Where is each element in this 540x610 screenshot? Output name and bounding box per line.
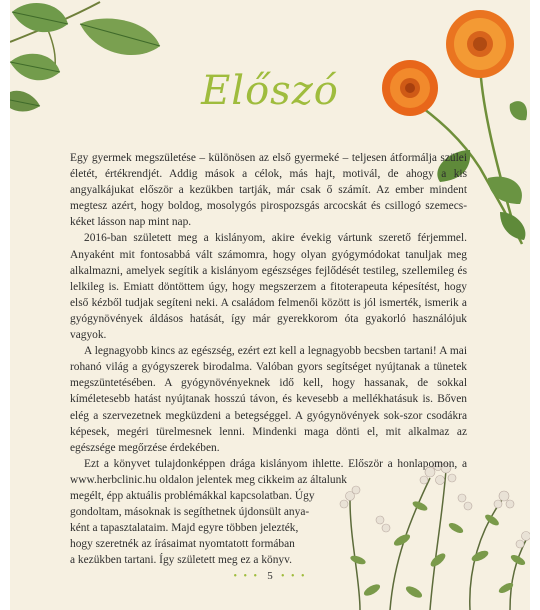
footer-dots-left: • • • xyxy=(233,571,259,582)
page-number: 5 xyxy=(267,570,273,582)
paragraph-4: Ezt a könyvet tulajdonképpen drága kislányom ihlette. Először a honlapomon, a www.herbclinic.hu oldalon jelentek meg cikkeim az általunk xyxy=(70,457,467,486)
page-title: Előszó xyxy=(201,68,339,114)
text-line: a kezükben tartani. Így született meg ez a könyv. xyxy=(70,554,292,567)
paragraph-1: Egy gyermek megszületése – különösen az első gyermeké – teljesen átformálja szülei életét, értékrendjét. Addig mások a célok, más hajt, motivál, de ahogy a kis angyalkájukat először a kezükben tartják, már csak ő számít. Az ember mindent megtesz azért, hogy boldog, mosolygós pirospozsgás arcocskát és csillogó szemecs-kéket lásson nap mint nap. xyxy=(70,152,467,229)
paragraph-4-continued xyxy=(70,488,348,568)
footer-dots-right: • • • xyxy=(281,571,307,582)
paragraph-2: 2016-ban született meg a kislányom, akire évekig vártunk szerető férjemmel. Anyaként mit fontosabbá vált számomra, hogy olyan gyógymódokat tanuljak meg alkalmazni, amelyek segítik a kislányom egészséges fejlődését testileg, szellemileg és lelkileg is. Emiatt döntöttem úgy, hogy megszerzem a fitoterapeuta képesítést, hogy első kézből tudjak segíteni neki. A családom felmenői között is jól ismerték, ismerik a gyógynövények áldásos hatását, így már gyerekkorom óta gyakorló használójuk vagyok. xyxy=(70,232,467,342)
page-footer xyxy=(10,570,530,582)
foreword-text xyxy=(70,150,467,568)
text-line: gondoltam, másoknak is segíthetnek újdonsült anya- xyxy=(70,506,310,519)
text-line: megélt, épp aktuális problémákkal kapcsolatban. Úgy xyxy=(70,489,315,502)
text-line: hogy szeretnék az írásaimat nyomtatott formában xyxy=(70,538,295,551)
text-line: ként a tapasztalataim. Majd egyre többen jelezték, xyxy=(70,522,299,535)
paragraph-3: A legnagyobb kincs az egészség, ezért ezt kell a legnagyobb becsben tartani! A mai rohanó világ a gyógyszerek birodalma. Valóban gyors segítséget nyújtanak a tünetek megszüntetésében. A gyógynövényeknek idő kell, hogy hassanak, de sokkal kíméletesebb hatást nyújtanak hosszú távon, és kevesebb a mellékhatásuk is. Bőven elég a szervezetnek megküzdeni a betegséggel. A gyógynövények sok-szor csodákra képesek, megéri türelmesnek lenni. Mindenki maga dönti el, mit alkalmaz az egészsége megőrzése érdekében. xyxy=(70,345,467,454)
book-page xyxy=(10,0,530,610)
